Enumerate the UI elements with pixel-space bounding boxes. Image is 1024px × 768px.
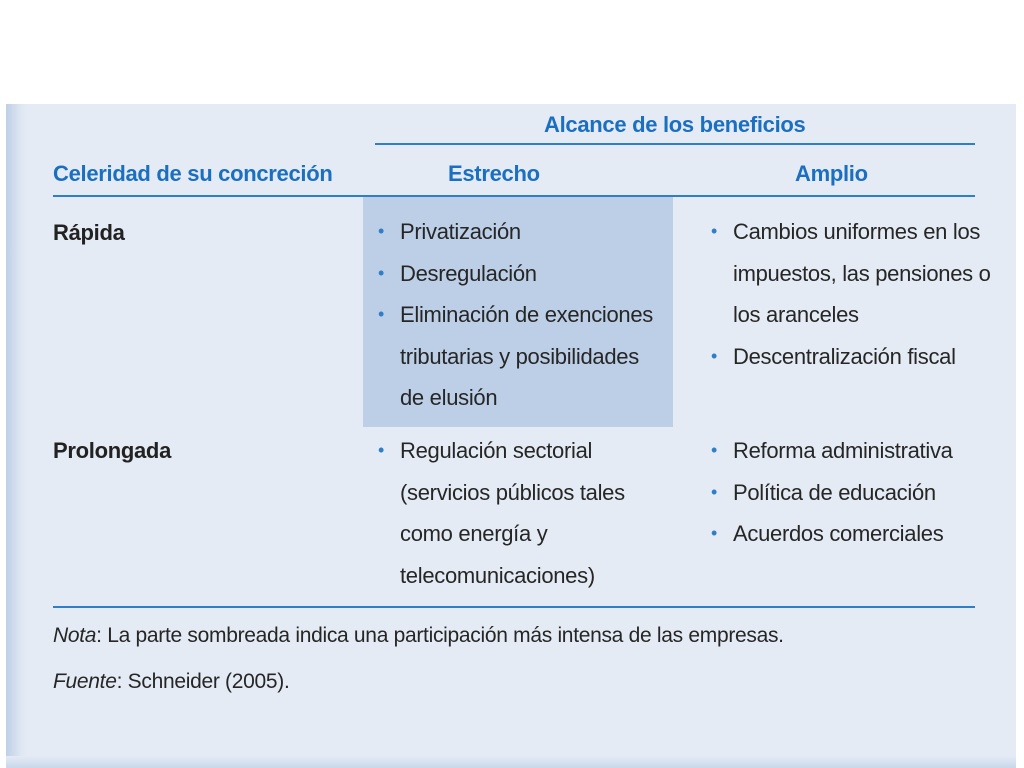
cell-prolongada-broad [711, 430, 995, 555]
bullet-icon: • [711, 523, 718, 543]
span-header: Alcance de los beneficios [544, 112, 806, 137]
list-item: • Privatización [378, 211, 668, 253]
panel-bottom-edge [6, 756, 1016, 768]
cell-prolongada-narrow [378, 430, 660, 596]
source-label: Fuente [53, 670, 117, 693]
panel-left-edge [6, 104, 28, 766]
cell-rapida-narrow [378, 211, 668, 419]
bullet-icon: • [711, 440, 718, 460]
table-note [53, 624, 784, 648]
row-header: Celeridad de su concreción [53, 161, 333, 186]
col-header-broad: Amplio [795, 161, 868, 186]
bullet-icon: • [711, 345, 718, 366]
note-text: : La parte sombreada indica una participación más intensa de las empresas. [96, 624, 784, 647]
bullet-icon: • [711, 221, 718, 241]
row-label-rapida: Rápida [53, 220, 125, 245]
header-rule [53, 195, 975, 197]
list-item: • Cambios uniformes en los impuestos, las pensiones o los aranceles [711, 211, 995, 336]
bullet-icon: • [378, 221, 385, 241]
list-item: • Reforma administrativa [711, 430, 995, 472]
list-item: • Descentralización fiscal [711, 336, 995, 378]
source-text: : Schneider (2005). [116, 670, 290, 693]
row-label-prolongada: Prolongada [53, 438, 172, 463]
list-item: • Desregulación [378, 253, 668, 295]
list-item: • Regulación sectorial (servicios públicos tales como energía y telecomunicaciones) [378, 430, 660, 596]
footer-rule [53, 606, 975, 608]
note-label: Nota [53, 624, 97, 647]
span-header-rule [375, 143, 975, 145]
cell-rapida-broad [711, 211, 995, 377]
list-item: • Política de educación [711, 472, 995, 514]
col-header-narrow: Estrecho [448, 161, 540, 186]
list-item: • Eliminación de exenciones tributarias y posibilidades de elusión [378, 294, 668, 419]
list-item: • Acuerdos comerciales [711, 513, 995, 555]
bullet-icon: • [378, 262, 385, 283]
table-source [53, 670, 290, 694]
bullet-icon: • [378, 304, 385, 324]
bullet-icon: • [711, 481, 718, 502]
bullet-icon: • [378, 440, 385, 460]
